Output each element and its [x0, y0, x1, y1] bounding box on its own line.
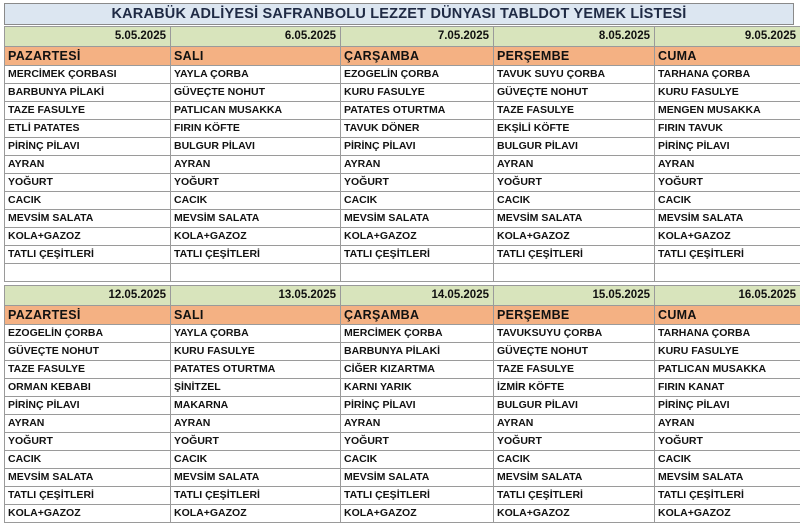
menu-item-cell[interactable]: BARBUNYA PİLAKİ: [341, 343, 494, 361]
menu-item-cell[interactable]: GÜVEÇTE NOHUT: [5, 343, 171, 361]
menu-item-cell[interactable]: YOĞURT: [341, 174, 494, 192]
menu-item-cell[interactable]: FIRIN TAVUK: [655, 120, 800, 138]
menu-item-cell[interactable]: CACIK: [655, 192, 800, 210]
day-header-row: [5, 47, 800, 66]
menu-item-cell[interactable]: CACIK: [171, 192, 341, 210]
menu-item-cell[interactable]: FIRIN KÖFTE: [171, 120, 341, 138]
menu-item-cell[interactable]: TATLI ÇEŞİTLERİ: [5, 246, 171, 264]
menu-item-cell[interactable]: TARHANA ÇORBA: [655, 325, 800, 343]
menu-item-cell[interactable]: İZMİR KÖFTE: [494, 379, 655, 397]
menu-row: [5, 361, 800, 379]
week-2-menu-table: [4, 285, 800, 523]
menu-item-cell[interactable]: CACIK: [5, 192, 171, 210]
menu-row: [5, 210, 800, 228]
menu-item-cell[interactable]: YOĞURT: [5, 174, 171, 192]
date-cell[interactable]: 14.05.2025: [341, 286, 494, 306]
date-cell[interactable]: 7.05.2025: [341, 27, 494, 47]
menu-item-cell[interactable]: TAZE FASULYE: [5, 102, 171, 120]
sheet-title[interactable]: KARABÜK ADLİYESİ SAFRANBOLU LEZZET DÜNYASI TABLDOT YEMEK LİSTESİ: [4, 3, 794, 25]
menu-item-cell[interactable]: MERCİMEK ÇORBA: [341, 325, 494, 343]
menu-row: [5, 138, 800, 156]
menu-item-cell[interactable]: TATLI ÇEŞİTLERİ: [171, 246, 341, 264]
menu-item-cell[interactable]: PATLICAN MUSAKKA: [171, 102, 341, 120]
menu-row: [5, 415, 800, 433]
menu-item-cell[interactable]: AYRAN: [5, 156, 171, 174]
menu-item-cell[interactable]: PİRİNÇ PİLAVI: [341, 397, 494, 415]
menu-item-cell[interactable]: AYRAN: [494, 156, 655, 174]
menu-row: [5, 102, 800, 120]
menu-item-cell[interactable]: YOĞURT: [171, 433, 341, 451]
menu-item-cell[interactable]: PİRİNÇ PİLAVI: [341, 138, 494, 156]
menu-item-cell[interactable]: MAKARNA: [171, 397, 341, 415]
menu-item-cell[interactable]: PATATES OTURTMA: [341, 102, 494, 120]
menu-item-cell[interactable]: TATLI ÇEŞİTLERİ: [494, 487, 655, 505]
menu-item-cell[interactable]: EKŞİLİ KÖFTE: [494, 120, 655, 138]
day-header-row: [5, 306, 800, 325]
menu-item-cell[interactable]: TAZE FASULYE: [5, 361, 171, 379]
menu-item-cell[interactable]: TAVUKSUYU ÇORBA: [494, 325, 655, 343]
menu-item-cell[interactable]: AYRAN: [655, 156, 800, 174]
day-header-cell[interactable]: PERŞEMBE: [494, 47, 655, 66]
menu-item-cell[interactable]: GÜVEÇTE NOHUT: [171, 84, 341, 102]
menu-item-cell[interactable]: AYRAN: [5, 415, 171, 433]
menu-item-cell[interactable]: [655, 264, 800, 282]
menu-item-cell[interactable]: KURU FASULYE: [655, 343, 800, 361]
date-cell[interactable]: 13.05.2025: [171, 286, 341, 306]
menu-item-cell[interactable]: AYRAN: [494, 415, 655, 433]
menu-item-cell[interactable]: KURU FASULYE: [341, 84, 494, 102]
day-header-cell[interactable]: PAZARTESİ: [5, 306, 171, 325]
menu-item-cell[interactable]: EZOGELİN ÇORBA: [5, 325, 171, 343]
menu-item-cell[interactable]: AYRAN: [171, 415, 341, 433]
menu-row: [5, 379, 800, 397]
date-cell[interactable]: 15.05.2025: [494, 286, 655, 306]
menu-item-cell[interactable]: KOLA+GAZOZ: [494, 505, 655, 523]
menu-item-cell[interactable]: KOLA+GAZOZ: [655, 505, 800, 523]
menu-item-cell[interactable]: AYRAN: [341, 415, 494, 433]
menu-item-cell[interactable]: PİRİNÇ PİLAVI: [5, 397, 171, 415]
menu-item-cell[interactable]: YOĞURT: [341, 433, 494, 451]
menu-item-cell[interactable]: TATLI ÇEŞİTLERİ: [494, 246, 655, 264]
menu-item-cell[interactable]: PİRİNÇ PİLAVI: [655, 397, 800, 415]
menu-item-cell[interactable]: KOLA+GAZOZ: [5, 505, 171, 523]
menu-item-cell[interactable]: TATLI ÇEŞİTLERİ: [171, 487, 341, 505]
menu-item-cell[interactable]: PATLICAN MUSAKKA: [655, 361, 800, 379]
menu-item-cell[interactable]: BULGUR PİLAVI: [494, 138, 655, 156]
menu-item-cell[interactable]: KOLA+GAZOZ: [5, 228, 171, 246]
menu-row: [5, 174, 800, 192]
menu-item-cell[interactable]: MENGEN MUSAKKA: [655, 102, 800, 120]
menu-row: [5, 469, 800, 487]
menu-row: [5, 66, 800, 84]
menu-item-cell[interactable]: BARBUNYA PİLAKİ: [5, 84, 171, 102]
menu-item-cell[interactable]: YOĞURT: [655, 433, 800, 451]
menu-row: [5, 264, 800, 282]
menu-row: [5, 451, 800, 469]
menu-item-cell[interactable]: TAZE FASULYE: [494, 102, 655, 120]
menu-item-cell[interactable]: YAYLA ÇORBA: [171, 325, 341, 343]
day-header-cell[interactable]: PERŞEMBE: [494, 306, 655, 325]
menu-item-cell[interactable]: KOLA+GAZOZ: [171, 505, 341, 523]
menu-item-cell[interactable]: TAZE FASULYE: [494, 361, 655, 379]
menu-row: [5, 192, 800, 210]
menu-item-cell[interactable]: CACIK: [171, 451, 341, 469]
menu-item-cell[interactable]: GÜVEÇTE NOHUT: [494, 84, 655, 102]
menu-row: [5, 156, 800, 174]
menu-item-cell[interactable]: ORMAN KEBABI: [5, 379, 171, 397]
menu-row: [5, 487, 800, 505]
menu-item-cell[interactable]: CACIK: [494, 451, 655, 469]
menu-item-cell[interactable]: TATLI ÇEŞİTLERİ: [5, 487, 171, 505]
menu-row: [5, 433, 800, 451]
menu-item-cell[interactable]: KOLA+GAZOZ: [494, 228, 655, 246]
menu-item-cell[interactable]: YOĞURT: [494, 174, 655, 192]
date-cell[interactable]: 5.05.2025: [5, 27, 171, 47]
day-header-cell[interactable]: PAZARTESİ: [5, 47, 171, 66]
menu-item-cell[interactable]: PİRİNÇ PİLAVI: [655, 138, 800, 156]
day-header-cell[interactable]: SALI: [171, 47, 341, 66]
menu-row: [5, 397, 800, 415]
date-row: [5, 286, 800, 306]
day-header-cell[interactable]: CUMA: [655, 47, 800, 66]
menu-item-cell[interactable]: CACIK: [655, 451, 800, 469]
menu-item-cell[interactable]: CACIK: [341, 192, 494, 210]
menu-item-cell[interactable]: KOLA+GAZOZ: [341, 228, 494, 246]
date-cell[interactable]: 16.05.2025: [655, 286, 800, 306]
menu-item-cell[interactable]: [494, 264, 655, 282]
menu-item-cell[interactable]: GÜVEÇTE NOHUT: [494, 343, 655, 361]
menu-item-cell[interactable]: YOĞURT: [494, 433, 655, 451]
day-header-cell[interactable]: CUMA: [655, 306, 800, 325]
menu-item-cell[interactable]: FIRIN KANAT: [655, 379, 800, 397]
day-header-cell[interactable]: ÇARŞAMBA: [341, 47, 494, 66]
menu-item-cell[interactable]: PATATES OTURTMA: [171, 361, 341, 379]
menu-item-cell[interactable]: KOLA+GAZOZ: [171, 228, 341, 246]
menu-item-cell[interactable]: MEVSİM SALATA: [655, 210, 800, 228]
menu-item-cell[interactable]: [341, 264, 494, 282]
date-row: [5, 27, 800, 47]
menu-item-cell[interactable]: MERCİMEK ÇORBASI: [5, 66, 171, 84]
menu-item-cell[interactable]: [171, 264, 341, 282]
menu-item-cell[interactable]: BULGUR PİLAVI: [494, 397, 655, 415]
day-header-cell[interactable]: ÇARŞAMBA: [341, 306, 494, 325]
menu-item-cell[interactable]: YOĞURT: [5, 433, 171, 451]
menu-item-cell[interactable]: KARNI YARIK: [341, 379, 494, 397]
menu-item-cell[interactable]: ETLİ PATATES: [5, 120, 171, 138]
menu-item-cell[interactable]: YOĞURT: [655, 174, 800, 192]
menu-item-cell[interactable]: EZOGELİN ÇORBA: [341, 66, 494, 84]
menu-item-cell[interactable]: MEVSİM SALATA: [494, 210, 655, 228]
menu-item-cell[interactable]: [5, 264, 171, 282]
menu-item-cell[interactable]: YOĞURT: [171, 174, 341, 192]
menu-item-cell[interactable]: KURU FASULYE: [655, 84, 800, 102]
menu-item-cell[interactable]: ŞİNİTZEL: [171, 379, 341, 397]
menu-item-cell[interactable]: YAYLA ÇORBA: [171, 66, 341, 84]
menu-item-cell[interactable]: BULGUR PİLAVI: [171, 138, 341, 156]
menu-row: [5, 246, 800, 264]
menu-item-cell[interactable]: CACIK: [341, 451, 494, 469]
day-header-cell[interactable]: SALI: [171, 306, 341, 325]
menu-row: [5, 325, 800, 343]
menu-item-cell[interactable]: AYRAN: [171, 156, 341, 174]
menu-item-cell[interactable]: KOLA+GAZOZ: [655, 228, 800, 246]
menu-row: [5, 343, 800, 361]
menu-item-cell[interactable]: TARHANA ÇORBA: [655, 66, 800, 84]
menu-row: [5, 84, 800, 102]
menu-item-cell[interactable]: MEVSİM SALATA: [171, 469, 341, 487]
menu-item-cell[interactable]: MEVSİM SALATA: [171, 210, 341, 228]
week-1-menu-table: [4, 26, 800, 282]
menu-item-cell[interactable]: TATLI ÇEŞİTLERİ: [655, 246, 800, 264]
menu-item-cell[interactable]: CACIK: [494, 192, 655, 210]
menu-item-cell[interactable]: PİRİNÇ PİLAVI: [5, 138, 171, 156]
menu-row: [5, 228, 800, 246]
menu-item-cell[interactable]: TATLI ÇEŞİTLERİ: [655, 487, 800, 505]
menu-item-cell[interactable]: MEVSİM SALATA: [5, 469, 171, 487]
menu-item-cell[interactable]: AYRAN: [655, 415, 800, 433]
date-cell[interactable]: 6.05.2025: [171, 27, 341, 47]
menu-item-cell[interactable]: MEVSİM SALATA: [655, 469, 800, 487]
date-cell[interactable]: 9.05.2025: [655, 27, 800, 47]
menu-item-cell[interactable]: MEVSİM SALATA: [494, 469, 655, 487]
menu-item-cell[interactable]: CİĞER KIZARTMA: [341, 361, 494, 379]
menu-item-cell[interactable]: TAVUK SUYU ÇORBA: [494, 66, 655, 84]
menu-row: [5, 120, 800, 138]
menu-item-cell[interactable]: MEVSİM SALATA: [341, 469, 494, 487]
date-cell[interactable]: 12.05.2025: [5, 286, 171, 306]
menu-item-cell[interactable]: CACIK: [5, 451, 171, 469]
menu-item-cell[interactable]: KOLA+GAZOZ: [341, 505, 494, 523]
menu-item-cell[interactable]: AYRAN: [341, 156, 494, 174]
menu-item-cell[interactable]: MEVSİM SALATA: [341, 210, 494, 228]
menu-row: [5, 505, 800, 523]
menu-item-cell[interactable]: MEVSİM SALATA: [5, 210, 171, 228]
menu-item-cell[interactable]: TATLI ÇEŞİTLERİ: [341, 487, 494, 505]
date-cell[interactable]: 8.05.2025: [494, 27, 655, 47]
menu-item-cell[interactable]: TATLI ÇEŞİTLERİ: [341, 246, 494, 264]
menu-item-cell[interactable]: KURU FASULYE: [171, 343, 341, 361]
menu-item-cell[interactable]: TAVUK DÖNER: [341, 120, 494, 138]
